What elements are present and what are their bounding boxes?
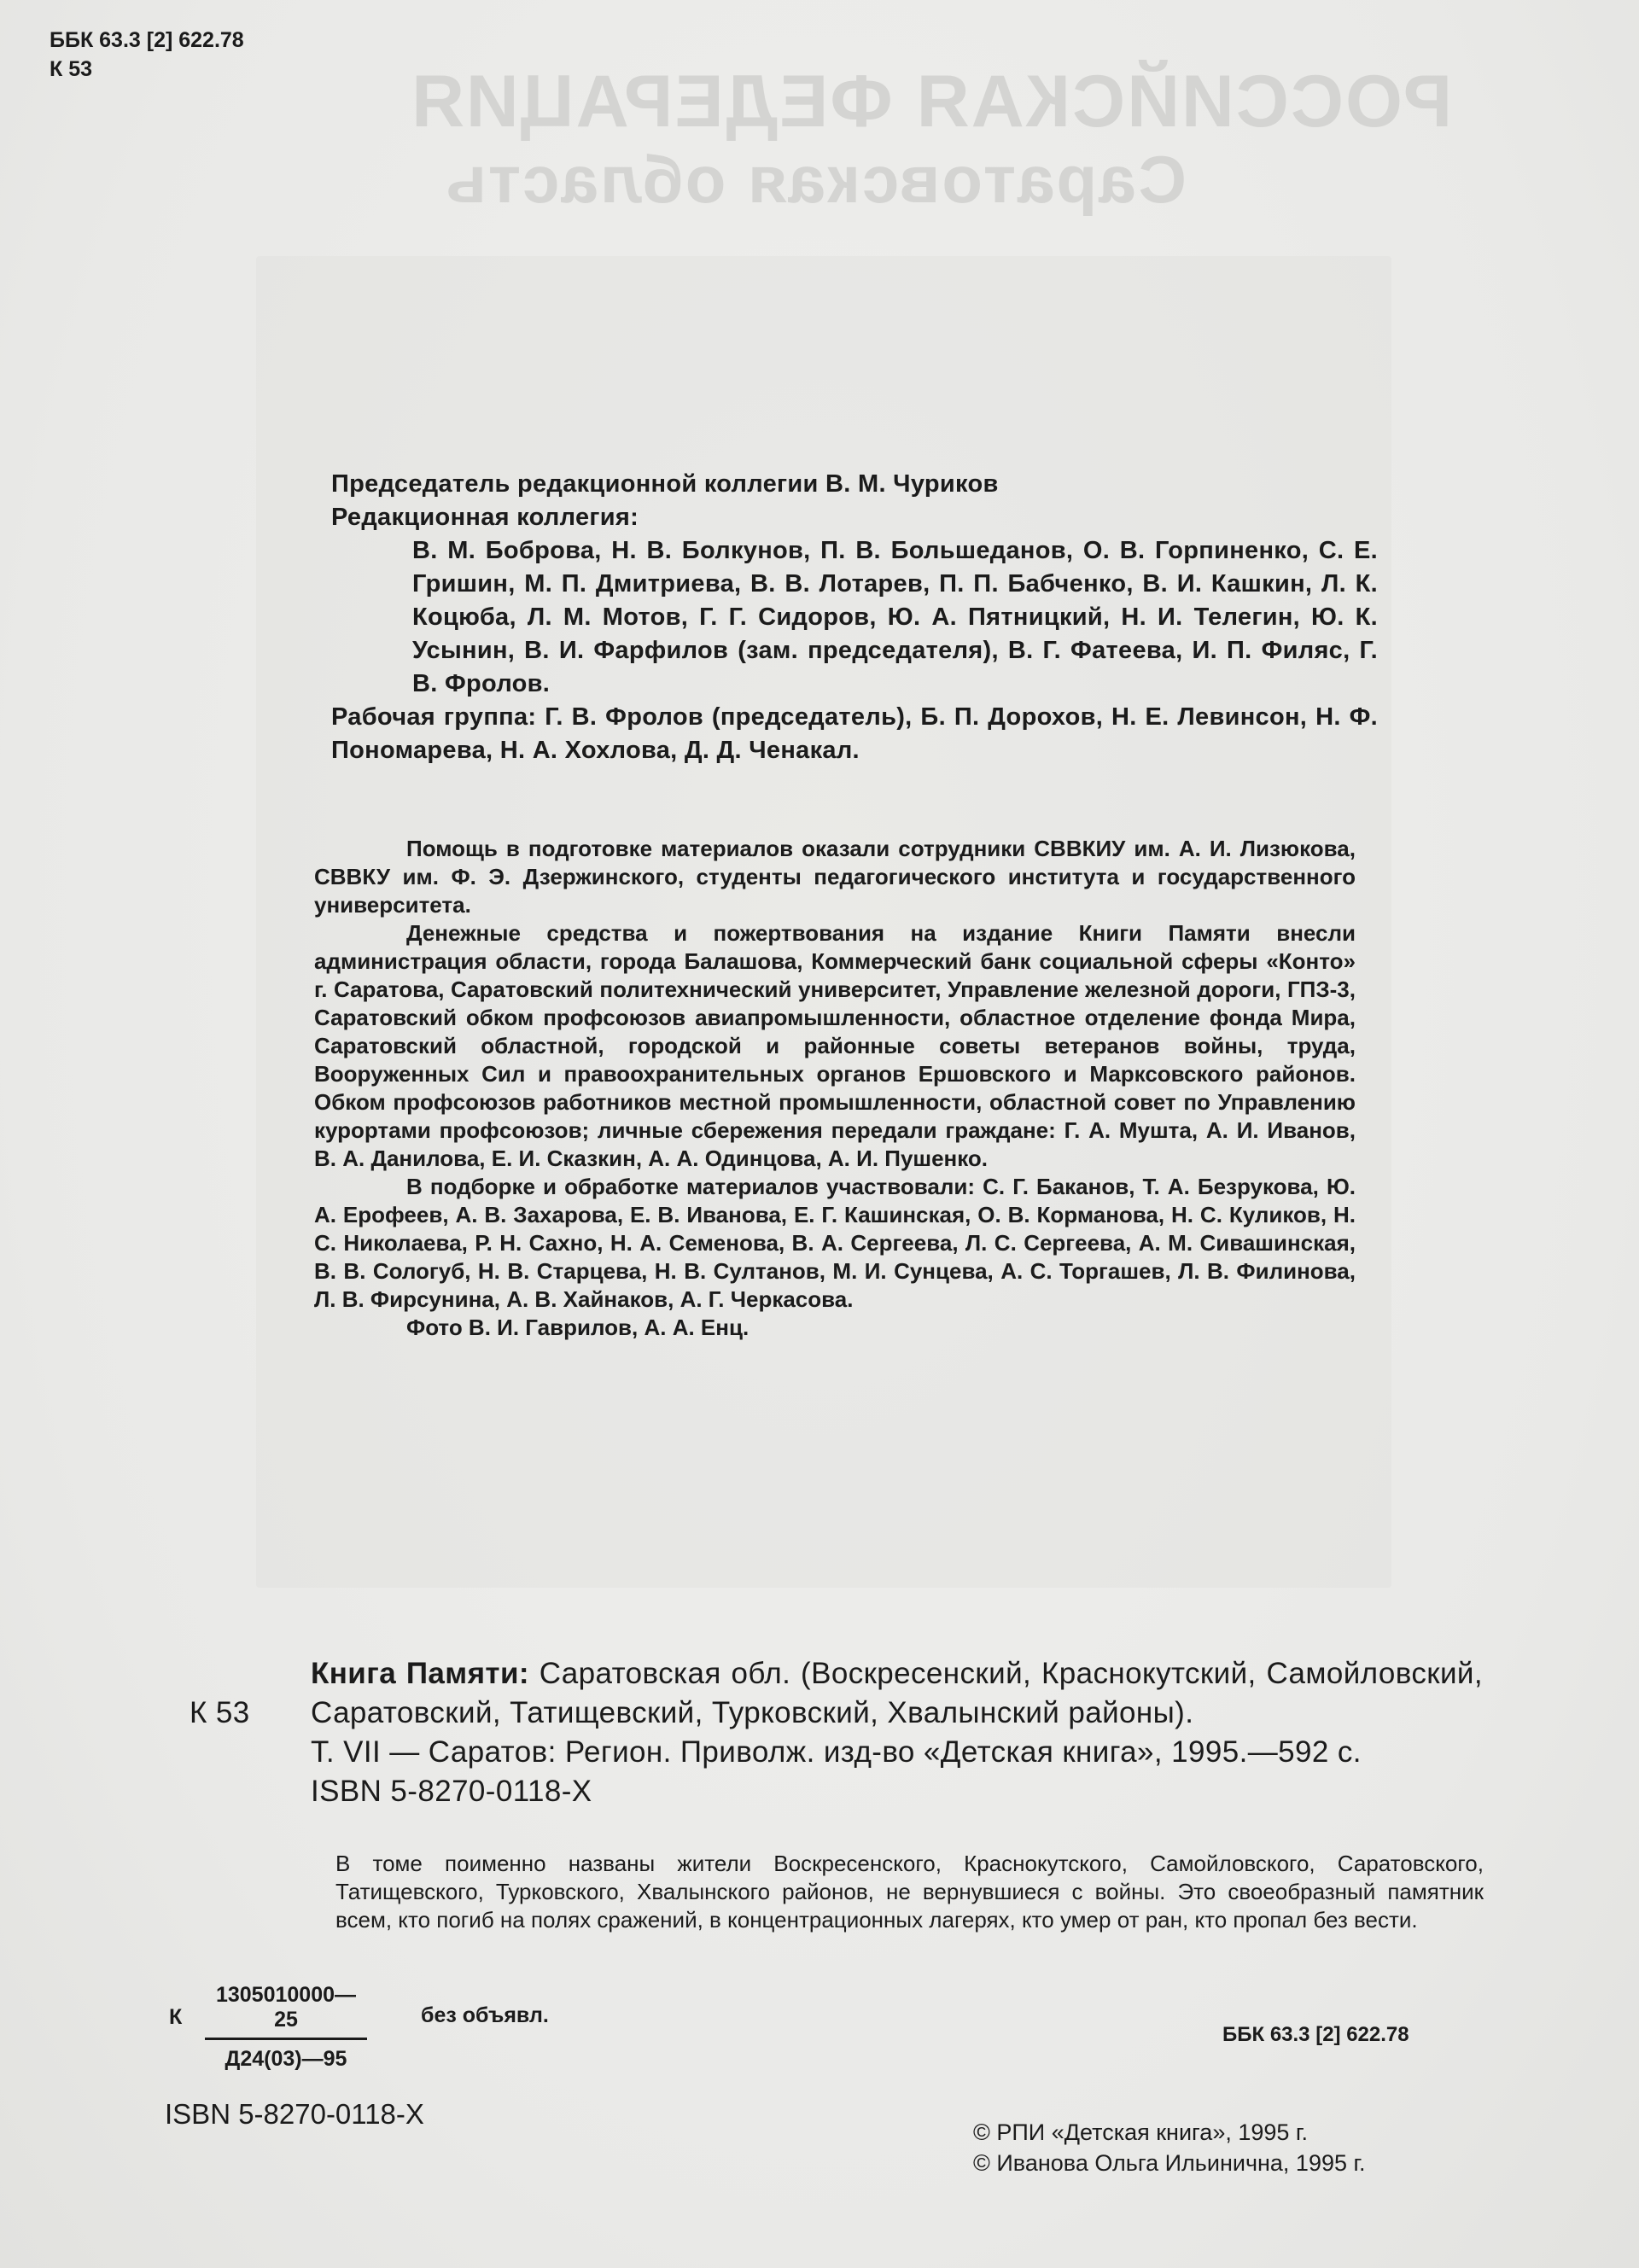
citation-code: К 53	[190, 1696, 250, 1729]
working-group: Рабочая группа: Г. В. Фролов (председатель), Б. П. Дорохов, Н. Е. Левинсон, Н. Ф. Пономарева, Н. А. Хохлова, Д. Д. Ченакал.	[331, 703, 1378, 764]
annotation	[335, 1850, 1484, 1934]
copyright-block	[973, 2117, 1366, 2178]
bbk-footer: ББК 63.3 [2] 622.78	[1222, 2023, 1409, 2046]
citation-main	[190, 1654, 1483, 1733]
editorial-chairman: Председатель редакционной коллегии В. М. Чуриков	[331, 470, 999, 498]
bibliographic-citation	[190, 1654, 1483, 1811]
classifier-numerator: 1305010000—25	[205, 1983, 367, 2040]
acknowledgements	[314, 835, 1356, 1342]
editorial-board-label: Редакционная коллегия:	[331, 504, 639, 531]
editorial-board-members: В. М. Боброва, Н. В. Болкунов, П. В. Большеданов, О. В. Горпиненко, С. Е. Гришин, М. П. Дмитриева, В. В. Лотарев, П. П. Бабченко, В. И. Кашкин, Л. К. Коцюба, Л. М. Мотов, Г. Г. Сидоров, Ю. А. Пятницкий, Н. И. Телегин, Ю. К. Усынин, В. И. Фарфилов (зам. председателя), В. Г. Фатеева, И. П. Филяс, Г. В. Фролов.	[412, 537, 1378, 697]
bbk-header	[50, 26, 244, 84]
copyright-publisher: © РПИ «Детская книга», 1995 г.	[973, 2119, 1308, 2145]
ack-donations: Денежные средства и пожертвования на издание Книги Памяти внесли администрация области, города Балашова, Коммерческий банк социальной сферы «Конто» г. Саратова, Саратовский политехнический университет, Управление железной дороги, ГПЗ-3, Саратовский обком профсоюзов авиапромышленности, областное отделение фонда Мира, Саратовский областной, городской и районные советы ветеранов войны, труда, Вооруженных Сил и правоохранительных органов Ершовского и Марксовского районов. Обком профсоюзов работников местной промышленности, областной совет по Управлению курортами профсоюзов; личные сбережения передали граждане: Г. А. Мушта, А. И. Иванов, В. А. Данилова, Е. И. Сказкин, А. А. Одинцова, А. И. Пушенко.	[314, 920, 1356, 1171]
ack-contributors: В подборке и обработке материалов участвовали: С. Г. Баканов, Т. А. Безрукова, Ю. А. Ерофеев, А. В. Захарова, Е. В. Иванова, Е. Г. Кашинская, О. В. Корманова, Н. С. Куликов, Н. С. Николаева, Р. Н. Сахно, Н. А. Семенова, В. А. Сергеева, Л. С. Сергеева, А. М. Сивашинская, В. В. Сологуб, Н. В. Старцева, Н. В. Султанов, М. И. Сунцева, А. С. Торгашев, Л. В. Филинова, Л. В. Фирсунина, А. В. Хайнаков, А. Г. Черкасова.	[314, 1174, 1356, 1312]
ack-assistance: Помощь в подготовке материалов оказали сотрудники СВВКИУ им. А. И. Лизюкова, СВВКУ им. Ф. Э. Дзержинского, студенты педагогического института и государственного университета.	[314, 836, 1356, 918]
citation-description: Саратовская обл. (Воскресенский, Краснокутский, Самойловский, Саратовский, Татищевский, Турковский, Хвалынский районы).	[311, 1657, 1484, 1729]
show-through-subheading: Саратовская область	[444, 142, 1187, 217]
author-mark: К 53	[50, 57, 93, 81]
classifier-note: без объявл.	[421, 2003, 549, 2027]
citation-isbn: ISBN 5-8270-0118-X	[311, 1775, 592, 1808]
bbk-code: ББК 63.3 [2] 622.78	[50, 28, 244, 52]
editorial-board	[331, 468, 1378, 767]
isbn-footer: ISBN 5-8270-0118-X	[165, 2098, 424, 2130]
annotation-text: В томе поименно названы жители Воскресенского, Краснокутского, Самойловского, Саратовского, Татищевского, Турковского, Хвалынского районов, не вернувшиеся с войны. Это своеобразный памятник всем, кто погиб на полях сражений, в концентрационных лагерях, кто умер от ран, кто пропал без вести.	[335, 1851, 1484, 1933]
copyright-author: © Иванова Ольга Ильинична, 1995 г.	[973, 2150, 1366, 2176]
citation-title: Книга Памяти:	[311, 1657, 529, 1690]
ack-photo: Фото В. И. Гаврилов, А. А. Енц.	[406, 1315, 750, 1340]
classifier-fraction	[205, 1983, 367, 2072]
citation-publisher: Т. VII — Саратов: Регион. Приволж. изд-во «Детская книга», 1995.—592 с.	[311, 1735, 1362, 1769]
show-through-heading: РОССИЙСКАЯ ФЕДЕРАЦИЯ	[410, 61, 1453, 143]
classifier-letter: К	[169, 2005, 183, 2029]
classifier-denominator: Д24(03)—95	[225, 2047, 347, 2071]
